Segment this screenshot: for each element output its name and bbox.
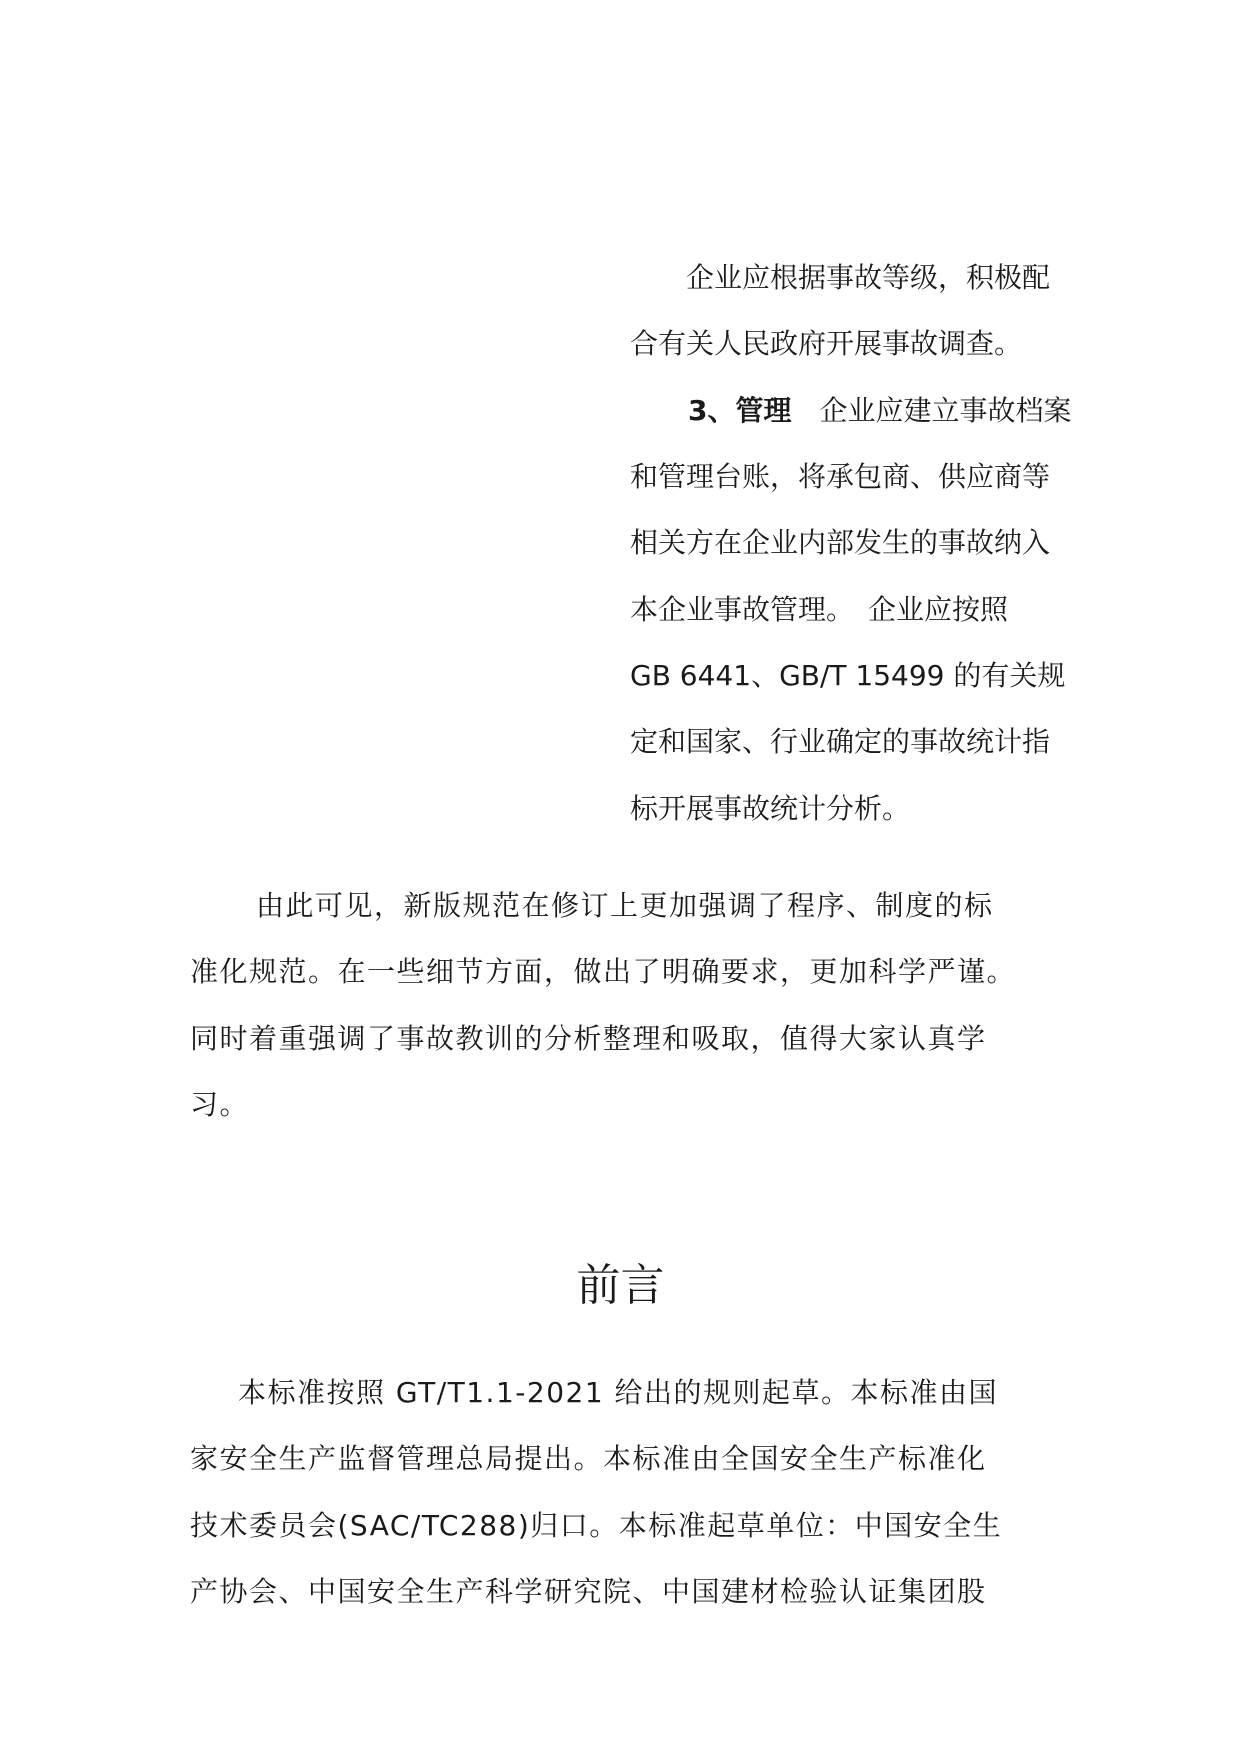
column-line: 相关方在企业内部发生的事故纳入	[630, 526, 1051, 559]
paragraph-line: 产协会、中国安全生产科学研究院、中国建材检验认证集团股	[190, 1575, 987, 1608]
column-line: 企业应根据事故等级，积极配	[630, 261, 1051, 294]
column-line: 和管理台账，将承包商、供应商等	[630, 460, 1051, 493]
paragraph-line: 同时着重强调了事故教训的分析整理和吸取，值得大家认真学	[190, 1022, 987, 1055]
column-line: 定和国家、行业确定的事故统计指	[630, 725, 1051, 758]
column-line: 合有关人民政府开展事故调查。	[630, 327, 1023, 360]
paragraph-line: 技术委员会(SAC/TC288)归口。本标准起草单位：中国安全生	[190, 1509, 1003, 1542]
paragraph-line: 习。	[190, 1088, 250, 1121]
foreword-title: 前言	[576, 1260, 665, 1311]
management-line	[688, 391, 1072, 431]
paragraph-line: 本标准按照 GT/T1.1-2021 给出的规则起草。本标准由国	[238, 1376, 999, 1409]
column-line: 标开展事故统计分析。	[630, 792, 911, 825]
paragraph-line: 准化规范。在一些细节方面，做出了明确要求，更加科学严谨。	[190, 955, 1017, 988]
paragraph-line: 家安全生产监督管理总局提出。本标准由全国安全生产标准化	[190, 1442, 987, 1475]
management-text: 企业应建立事故档案	[791, 394, 1072, 427]
paragraph-line: 由此可见，新版规范在修订上更加强调了程序、制度的标	[256, 889, 994, 922]
column-line: GB 6441、GB/T 15499 的有关规	[630, 659, 1066, 692]
management-heading: 3、管理	[688, 394, 792, 427]
column-line: 本企业事故管理。 企业应按照	[630, 593, 1009, 626]
